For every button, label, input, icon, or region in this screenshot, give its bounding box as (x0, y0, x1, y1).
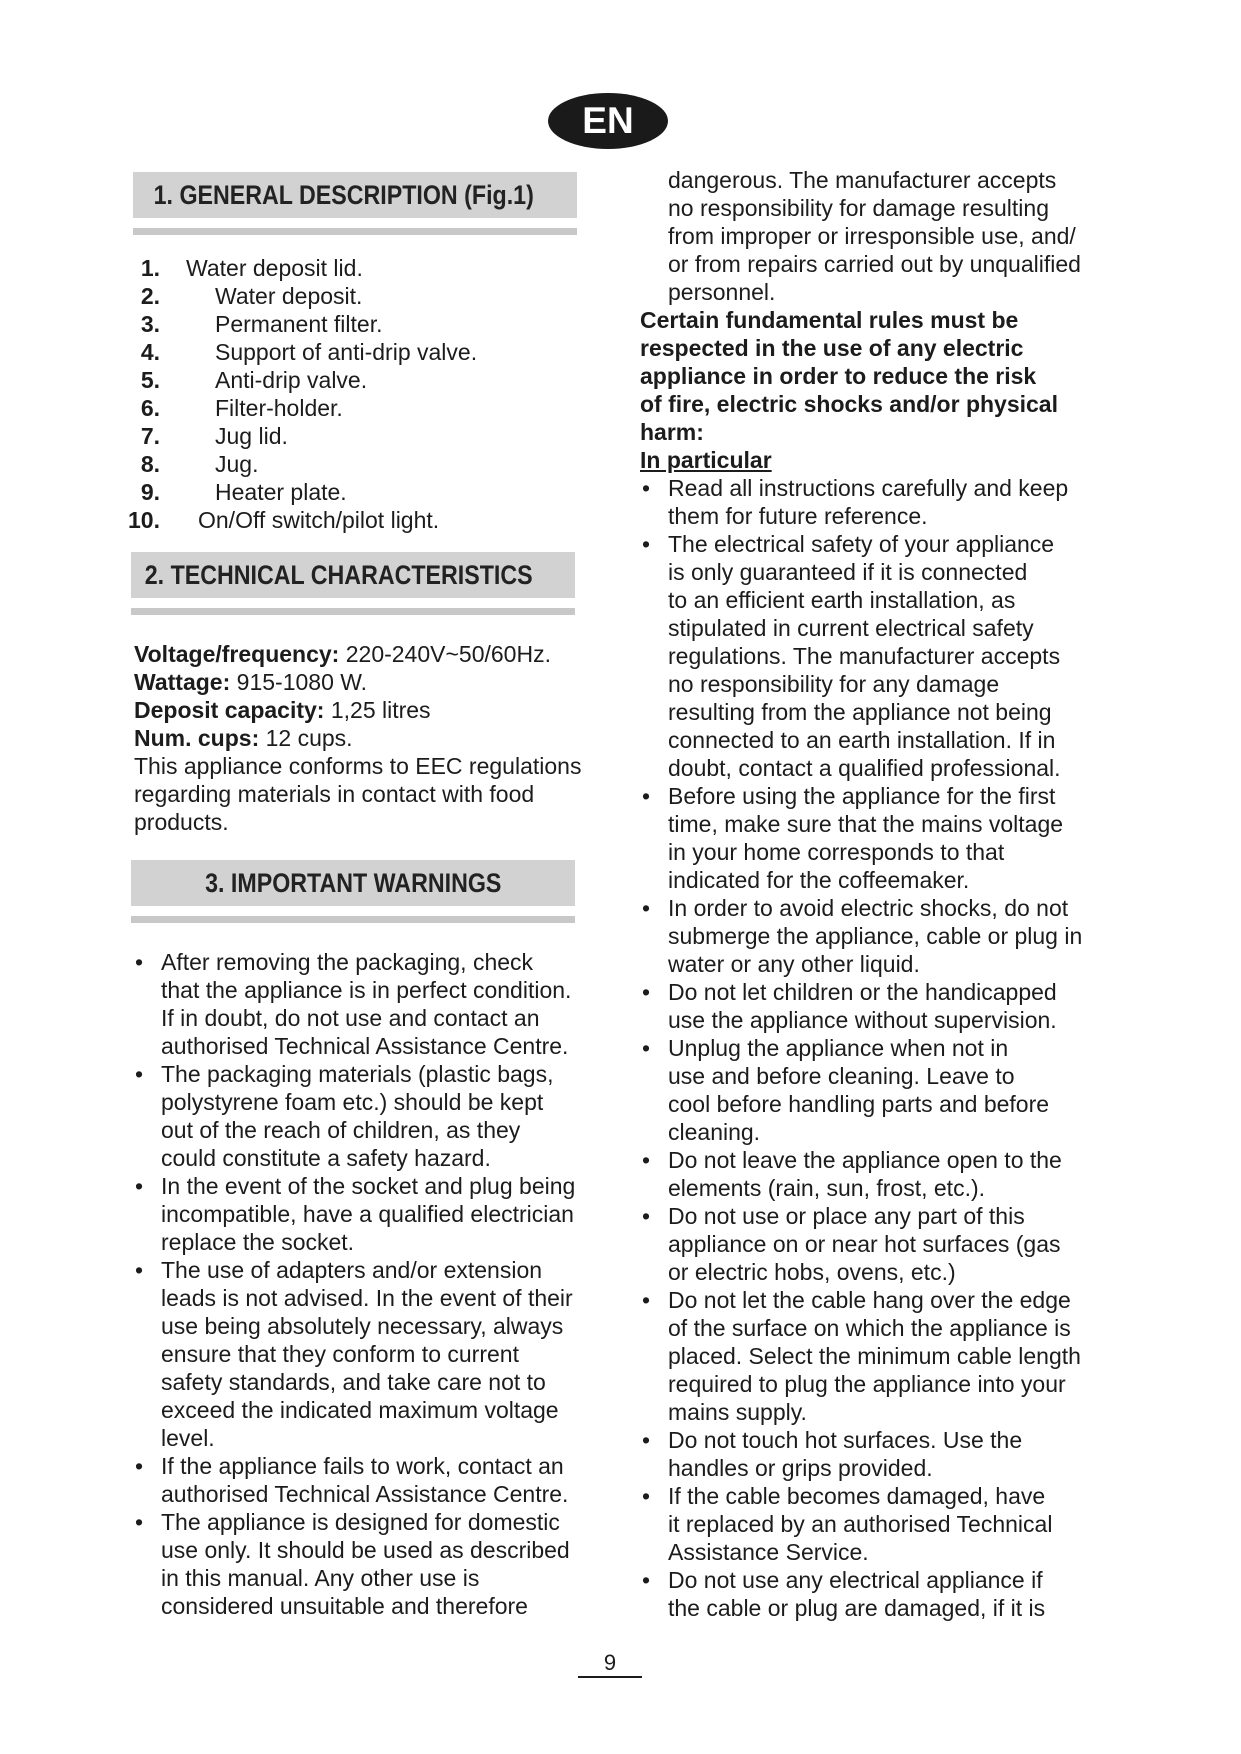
item-number: 4. (140, 339, 160, 365)
warnings-list-left (133, 948, 603, 1620)
bullet-line: handles or grips provided. (668, 1455, 933, 1481)
item-number: 3. (140, 311, 160, 337)
bullet-line: them for future reference. (668, 503, 928, 529)
bullet-line: use the appliance without supervision. (668, 1007, 1057, 1033)
bullet-line: Do not let children or the handicapped (668, 979, 1057, 1005)
spec-value: 220-240V~50/60Hz. (345, 641, 551, 667)
warning-bullet (133, 1172, 603, 1256)
bullet-line: After removing the packaging, check (161, 949, 534, 975)
bullet-line: use only. It should be used as described (161, 1537, 570, 1563)
text-line: harm: (640, 419, 704, 445)
bullet-line: elements (rain, sun, frost, etc.). (668, 1175, 986, 1201)
right-column (640, 166, 1100, 1622)
warning-bullet (640, 1202, 1100, 1286)
bullet-line: The appliance is designed for domestic (161, 1509, 560, 1535)
section-divider (131, 916, 575, 923)
parts-list-item (130, 422, 580, 450)
bullet-line: Do not use any electrical appliance if (668, 1567, 1043, 1593)
bullet-line: required to plug the appliance into your (668, 1371, 1066, 1397)
conformity-line: products. (134, 809, 229, 835)
item-text: Water deposit lid. (186, 255, 363, 281)
bullet-line: If the appliance fails to work, contact an (161, 1453, 564, 1479)
conformity-line: This appliance conforms to EEC regulations (134, 753, 582, 779)
text-line: or from repairs carried out by unqualified (668, 251, 1081, 277)
bullet-line: resulting from the appliance not being (668, 699, 1052, 725)
warning-bullet (640, 1426, 1100, 1482)
warning-bullet (640, 530, 1100, 782)
bullet-line: stipulated in current electrical safety (668, 615, 1034, 641)
technical-specs (134, 640, 594, 836)
item-text: Water deposit. (215, 283, 363, 309)
warnings-list-right (640, 474, 1100, 1622)
item-text: Anti-drip valve. (215, 367, 368, 393)
bullet-line: Unplug the appliance when not in (668, 1035, 1009, 1061)
bullet-line: time, make sure that the mains voltage (668, 811, 1064, 837)
item-number: 10. (128, 507, 160, 533)
in-particular-heading: In particular (640, 447, 772, 473)
bullet-line: that the appliance is in perfect condition. (161, 977, 572, 1003)
bullet-line: ensure that they conform to current (161, 1341, 519, 1367)
bullet-line: use being absolutely necessary, always (161, 1313, 564, 1339)
bullet-line: level. (161, 1425, 215, 1451)
bullet-line: Do not touch hot surfaces. Use the (668, 1427, 1023, 1453)
warning-bullet (640, 894, 1100, 978)
bullet-line: cool before handling parts and before (668, 1091, 1050, 1117)
text-line: personnel. (668, 279, 776, 305)
bullet-line: of the surface on which the appliance is (668, 1315, 1071, 1341)
parts-list-item (130, 394, 580, 422)
bullet-line: placed. Select the minimum cable length (668, 1343, 1081, 1369)
continuation-paragraph (640, 166, 1100, 306)
item-number: 1. (140, 255, 160, 281)
item-text: Heater plate. (215, 479, 347, 505)
item-number: 8. (140, 451, 160, 477)
item-number: 5. (140, 367, 160, 393)
bullet-line: The use of adapters and/or extension (161, 1257, 543, 1283)
bullet-line: cleaning. (668, 1119, 761, 1145)
parts-list (130, 254, 580, 534)
warning-bullet (640, 1286, 1100, 1426)
bullet-line: Read all instructions carefully and keep (668, 475, 1069, 501)
bullet-line: Do not let the cable hang over the edge (668, 1287, 1071, 1313)
bullet-line: Assistance Service. (668, 1539, 869, 1565)
bullet-line: in this manual. Any other use is (161, 1565, 480, 1591)
item-text: Filter-holder. (215, 395, 343, 421)
text-line: dangerous. The manufacturer accepts (668, 167, 1057, 193)
spec-value: 1,25 litres (330, 697, 431, 723)
item-number: 9. (140, 479, 160, 505)
item-number: 7. (140, 423, 160, 449)
bullet-line: water or any other liquid. (668, 951, 920, 977)
spec-value: 915-1080 W. (236, 669, 368, 695)
fundamental-rules-paragraph (640, 306, 1100, 446)
section-heading-text: 2. TECHNICAL CHARACTERISTICS (144, 560, 533, 590)
spec-label: Voltage/frequency: (134, 641, 340, 667)
item-text: Support of anti-drip valve. (215, 339, 478, 365)
bullet-line: it replaced by an authorised Technical (668, 1511, 1053, 1537)
bullet-line: If in doubt, do not use and contact an (161, 1005, 540, 1031)
parts-list-item (130, 506, 580, 534)
warning-bullet (133, 1452, 603, 1508)
warning-bullet (640, 1146, 1100, 1202)
warning-bullet (640, 1566, 1100, 1622)
item-number: 2. (140, 283, 160, 309)
bullet-line: exceed the indicated maximum voltage (161, 1397, 559, 1423)
parts-list-item (130, 282, 580, 310)
spec-row (134, 640, 594, 668)
bullet-line: connected to an earth installation. If in (668, 727, 1056, 753)
bullet-line: Before using the appliance for the first (668, 783, 1056, 809)
bullet-line: out of the reach of children, as they (161, 1117, 521, 1143)
warning-bullet (133, 1508, 603, 1620)
text-line: of fire, electric shocks and/or physical (640, 391, 1058, 417)
bullet-line: submerge the appliance, cable or plug in (668, 923, 1083, 949)
section-heading-important-warnings (131, 860, 575, 906)
bullet-line: to an efficient earth installation, as (668, 587, 1016, 613)
bullet-line: doubt, contact a qualified professional. (668, 755, 1061, 781)
warning-bullet (133, 1256, 603, 1452)
bullet-line: indicated for the coffeemaker. (668, 867, 970, 893)
warning-bullet (133, 1060, 603, 1172)
bullet-line: appliance on or near hot surfaces (gas (668, 1231, 1061, 1257)
language-badge: EN (548, 93, 668, 149)
parts-list-item (130, 478, 580, 506)
section-divider (133, 228, 577, 235)
spec-label: Deposit capacity: (134, 697, 325, 723)
section-heading-text: 1. GENERAL DESCRIPTION (Fig.1) (153, 180, 534, 210)
parts-list-item (130, 310, 580, 338)
item-text: On/Off switch/pilot light. (198, 507, 440, 533)
bullet-line: no responsibility for any damage (668, 671, 1000, 697)
text-line: no responsibility for damage resulting (668, 195, 1049, 221)
bullet-line: regulations. The manufacturer accepts (668, 643, 1061, 669)
spec-label: Wattage: (134, 669, 231, 695)
conformity-line: regarding materials in contact with food (134, 781, 535, 807)
bullet-line: Do not leave the appliance open to the (668, 1147, 1062, 1173)
warning-bullet (640, 1482, 1100, 1566)
warning-bullet (133, 948, 603, 1060)
bullet-line: is only guaranteed if it is connected (668, 559, 1028, 585)
warning-bullet (640, 978, 1100, 1034)
warning-bullet (640, 1034, 1100, 1146)
bullet-line: In the event of the socket and plug being (161, 1173, 576, 1199)
section-heading-technical-characteristics (131, 552, 575, 598)
parts-list-item (130, 450, 580, 478)
spec-value: 12 cups. (265, 725, 353, 751)
warning-bullet (640, 782, 1100, 894)
bullet-line: If the cable becomes damaged, have (668, 1483, 1046, 1509)
section-heading-general-description (133, 172, 577, 218)
bullet-line: could constitute a safety hazard. (161, 1145, 491, 1171)
text-line: Certain fundamental rules must be (640, 307, 1019, 333)
bullet-line: in your home corresponds to that (668, 839, 1005, 865)
bullet-line: use and before cleaning. Leave to (668, 1063, 1015, 1089)
item-text: Permanent filter. (215, 311, 383, 337)
bullet-line: leads is not advised. In the event of their (161, 1285, 573, 1311)
text-line: respected in the use of any electric (640, 335, 1024, 361)
section-heading-text: 3. IMPORTANT WARNINGS (204, 868, 502, 898)
bullet-line: or electric hobs, ovens, etc.) (668, 1259, 956, 1285)
item-number: 6. (140, 395, 160, 421)
bullet-line: the cable or plug are damaged, if it is (668, 1595, 1046, 1621)
bullet-line: mains supply. (668, 1399, 807, 1425)
parts-list-item (130, 366, 580, 394)
bullet-line: The electrical safety of your appliance (668, 531, 1055, 557)
bullet-line: considered unsuitable and therefore (161, 1593, 528, 1619)
bullet-line: replace the socket. (161, 1229, 355, 1255)
bullet-line: authorised Technical Assistance Centre. (161, 1033, 569, 1059)
item-text: Jug lid. (215, 423, 288, 449)
warning-bullet (640, 474, 1100, 530)
parts-list-item (130, 254, 580, 282)
spec-row (134, 696, 594, 724)
spec-label: Num. cups: (134, 725, 260, 751)
section-divider (131, 608, 575, 615)
bullet-line: The packaging materials (plastic bags, (161, 1061, 554, 1087)
bullet-line: incompatible, have a qualified electrician (161, 1201, 574, 1227)
bullet-line: safety standards, and take care not to (161, 1369, 546, 1395)
parts-list-item (130, 338, 580, 366)
item-text: Jug. (215, 451, 259, 477)
bullet-line: In order to avoid electric shocks, do not (668, 895, 1069, 921)
spec-row (134, 668, 594, 696)
bullet-line: polystyrene foam etc.) should be kept (161, 1089, 544, 1115)
bullet-line: authorised Technical Assistance Centre. (161, 1481, 569, 1507)
text-line: from improper or irresponsible use, and/ (668, 223, 1076, 249)
spec-row (134, 724, 594, 752)
page-number: 9 (578, 1650, 642, 1678)
bullet-line: Do not use or place any part of this (668, 1203, 1025, 1229)
text-line: appliance in order to reduce the risk (640, 363, 1037, 389)
